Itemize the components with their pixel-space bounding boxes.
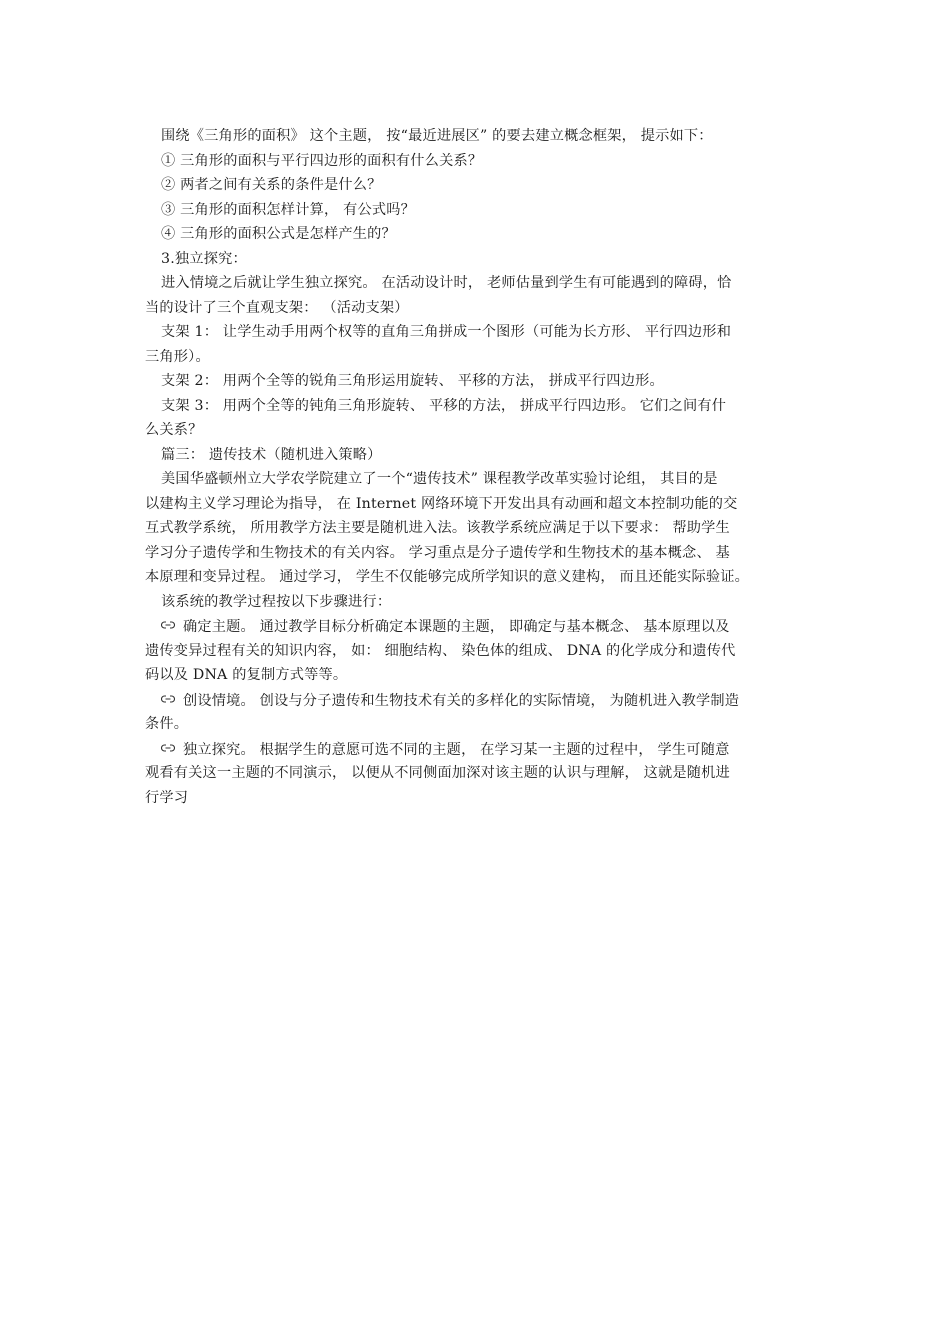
text-line — [145, 418, 825, 443]
text-line — [145, 173, 825, 198]
text-line-content: ② 两者之间有关系的条件是什么？ — [161, 177, 382, 193]
text-line-content: 以建构主义学习理论为指导， 在 Internet 网络环境下开发出具有动画和超文本控制功能的交 — [145, 495, 738, 512]
text-line-content: 码以及 DNA 的复制方式等等。 — [145, 667, 348, 683]
text-line-content: 美国华盛顿州立大学农学院建立了一个“遗传技术” 课程教学改革实验讨论组， 其目的是 — [161, 471, 718, 487]
text-line — [145, 443, 825, 468]
text-line-content: ④ 三角形的面积公式是怎样产生的？ — [161, 226, 396, 242]
text-line-content: 三角形）。 — [145, 348, 210, 365]
text-line — [145, 541, 825, 566]
text-line — [145, 345, 825, 370]
document-body — [145, 124, 825, 810]
text-line-content: ① 三角形的面积与平行四边形的面积有什么关系？ — [161, 152, 483, 169]
text-line-content: 学习分子遗传学和生物技术的有关内容。 学习重点是分子遗传学和生物技术的基本概念、 基 — [145, 544, 730, 561]
text-line-content: 进入情境之后就让学生独立探究。 在活动设计时， 老师估量到学生有可能遇到的障碍，恰 — [161, 275, 732, 291]
text-line — [145, 124, 825, 149]
text-line-content: 3.独立探究： — [161, 250, 247, 267]
text-line-content: 么关系？ — [145, 422, 203, 438]
text-line-content: 观看有关这一主题的不同演示， 以便从不同侧面加深对该主题的认识与理解， 这就是随机进 — [145, 765, 730, 781]
text-line — [145, 639, 825, 664]
text-line-content: 支架 3： 用两个全等的钝角三角形旋转、 平移的方法， 拼成平行四边形。 它们之间有什 — [161, 397, 727, 414]
text-line-content: 该系统的教学过程按以下步骤进行： — [161, 593, 392, 610]
text-line — [145, 394, 825, 419]
text-line — [145, 614, 825, 639]
text-line-content: 互式教学系统， 所用教学方法主要是随机进入法。该教学系统应满足于以下要求： 帮助学生 — [145, 520, 730, 536]
text-line — [145, 296, 825, 321]
text-line — [145, 688, 825, 713]
text-line — [145, 761, 825, 786]
text-line — [145, 247, 825, 272]
text-line-content: 创设情境。 创设与分子遗传和生物技术有关的多样化的实际情境， 为随机进入教学制造 — [183, 692, 740, 709]
text-line-content: 支架 2： 用两个全等的锐角三角形运用旋转、 平移的方法， 拼成平行四边形。 — [161, 373, 664, 389]
text-line — [145, 467, 825, 492]
text-line — [145, 737, 825, 762]
text-line-content: 围绕《三角形的面积》 这个主题， 按“最近进展区” 的要去建立概念框架， 提示如下： — [161, 128, 713, 144]
text-line — [145, 590, 825, 615]
text-line — [145, 663, 825, 688]
text-line — [145, 222, 825, 247]
text-line-content: ③ 三角形的面积怎样计算， 有公式吗？ — [161, 201, 416, 218]
text-line — [145, 712, 825, 737]
text-line-content: 本原理和变异过程。 通过学习， 学生不仅能够完成所学知识的意义建构， 而且还能实际验证。 — [145, 569, 750, 585]
link-chain-icon — [161, 614, 183, 639]
text-line-content: 条件。 — [145, 716, 189, 732]
text-line-content: 确定主题。 通过教学目标分析确定本课题的主题， 即确定与基本概念、 基本原理以及 — [183, 619, 730, 635]
text-line-content: 独立探究。 根据学生的意愿可选不同的主题， 在学习某一主题的过程中， 学生可随意 — [183, 741, 730, 758]
text-line-content: 篇三： 遗传技术（随机进入策略） — [161, 446, 382, 463]
text-line — [145, 320, 825, 345]
text-line — [145, 516, 825, 541]
text-line — [145, 149, 825, 174]
text-line-content: 遗传变异过程有关的知识内容， 如： 细胞结构、 染色体的组成、 DNA 的化学成分和遗传代 — [145, 642, 736, 659]
text-line-content: 当的设计了三个直观支架： （活动支架） — [145, 299, 409, 316]
link-chain-icon — [161, 688, 183, 713]
text-line — [145, 492, 825, 517]
text-line — [145, 369, 825, 394]
text-line — [145, 198, 825, 223]
text-line-content: 行学习 — [145, 789, 189, 806]
text-line — [145, 565, 825, 590]
text-line — [145, 271, 825, 296]
text-line — [145, 786, 825, 811]
link-chain-icon — [161, 737, 183, 762]
text-line-content: 支架 1： 让学生动手用两个权等的直角三角拼成一个图形（可能为长方形、 平行四边形和 — [161, 324, 732, 340]
